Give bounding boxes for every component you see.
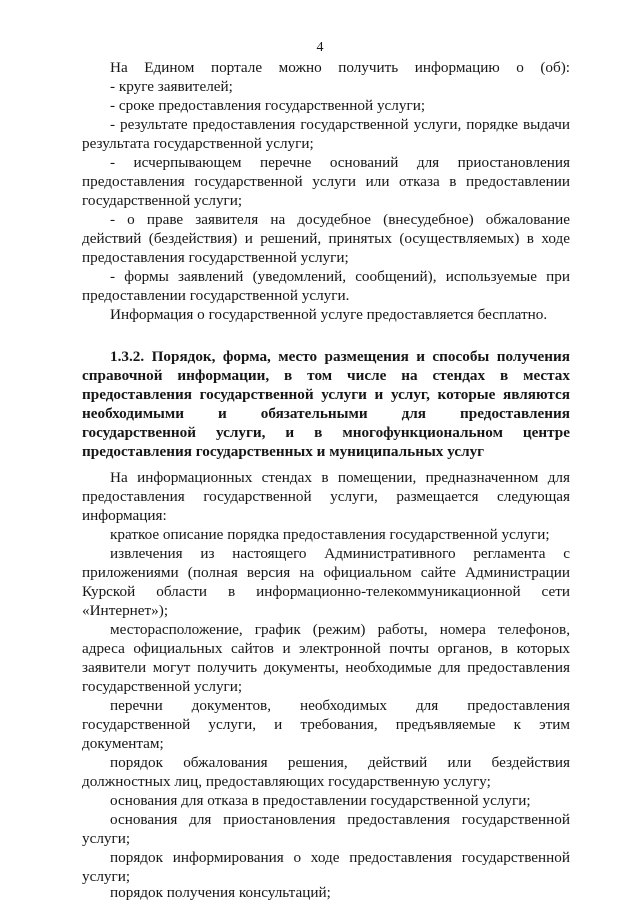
body-line: приложениями (полная версия на официальном сайте Администрации: [82, 564, 570, 581]
intro-line: - формы заявлений (уведомлений, сообщений), используемые при: [110, 268, 570, 285]
body-line: услуги;: [82, 830, 131, 847]
body-line: адреса официальных сайтов и электронной почты органов, в которых: [82, 640, 570, 657]
body-line: извлечения из настоящего Административного регламента с: [110, 545, 570, 562]
body-line: основания для отказа в предоставлении государственной услуги;: [110, 792, 531, 809]
intro-line: предоставления государственной услуги или отказа в предоставлении: [82, 173, 570, 190]
intro-line: предоставлении государственной услуги.: [82, 287, 350, 304]
intro-line: - круге заявителей;: [110, 78, 233, 95]
body-line: «Интернет»);: [82, 602, 169, 619]
body-line: На информационных стендах в помещении, предназначенном для: [110, 469, 570, 486]
intro-line: предоставления государственной услуги;: [82, 249, 349, 266]
body-line: государственной услуги, и требования, предъявляемые к этим: [82, 716, 570, 733]
section-heading-line: предоставления государственных и муниципальных услуг: [82, 443, 485, 460]
section-heading-line: справочной информации, в том числе на стендах в местах: [82, 367, 570, 384]
section-heading-line: государственной услуги, и в многофункциональном центре: [82, 424, 570, 441]
section-heading-line: необходимыми и обязательными для предоставления: [82, 405, 570, 422]
intro-line: - результате предоставления государственной услуги, порядке выдачи: [110, 116, 570, 133]
body-line: государственной услуги;: [82, 678, 243, 695]
body-line: основания для приостановления предоставления государственной: [110, 811, 570, 828]
body-line: краткое описание порядка предоставления государственной услуги;: [110, 526, 550, 543]
body-line: услуги;: [82, 868, 131, 885]
page-number: 4: [316, 40, 324, 55]
intro-line: государственной услуги;: [82, 192, 243, 209]
body-line: информация:: [82, 507, 167, 524]
intro-line: На Едином портале можно получить информацию о (об):: [110, 59, 570, 76]
body-line: порядок получения консультаций;: [110, 884, 331, 901]
body-line: порядок обжалования решения, действий или бездействия: [110, 754, 570, 771]
body-line: порядок информирования о ходе предоставления государственной: [110, 849, 570, 866]
body-line: должностных лиц, предоставляющих государственную услугу;: [82, 773, 491, 790]
intro-line: - сроке предоставления государственной услуги;: [110, 97, 426, 114]
body-line: месторасположение, график (режим) работы, номера телефонов,: [110, 621, 570, 638]
intro-line: результата государственной услуги;: [82, 135, 314, 152]
intro-line: - исчерпывающем перечне оснований для приостановления: [110, 154, 570, 171]
intro-line: Информация о государственной услуге предоставляется бесплатно.: [110, 306, 548, 323]
body-line: Курской области в информационно-телекоммуникационной сети: [82, 583, 570, 600]
intro-line: действий (бездействия) и решений, принятых (осуществляемых) в ходе: [82, 230, 570, 247]
intro-line: - о праве заявителя на досудебное (внесудебное) обжалование: [110, 211, 570, 228]
body-line: предоставления государственной услуги, размещается следующая: [82, 488, 570, 505]
section-heading-line: 1.3.2. Порядок, форма, место размещения и способы получения: [110, 348, 570, 365]
section-heading-line: предоставления государственной услуги и услуг, которые являются: [82, 386, 570, 403]
body-line: документам;: [82, 735, 164, 752]
body-line: перечни документов, необходимых для предоставления: [110, 697, 570, 714]
body-line: заявители могут получить документы, необходимые для предоставления: [82, 659, 570, 676]
